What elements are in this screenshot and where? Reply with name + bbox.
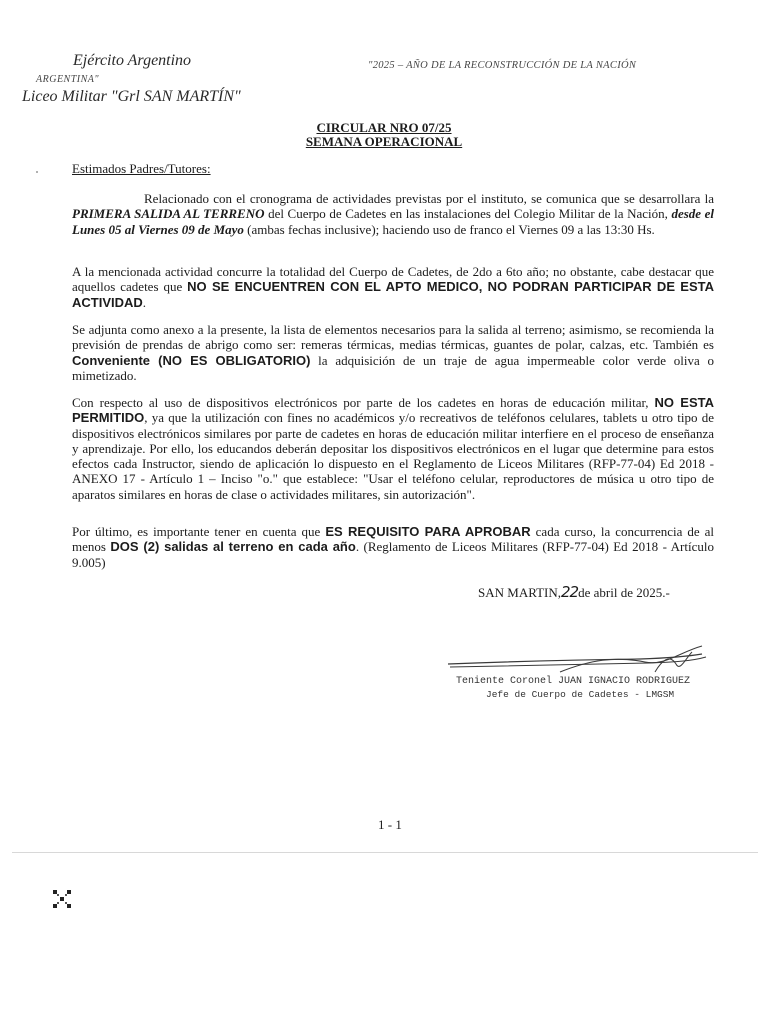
paragraph-text: . bbox=[142, 294, 147, 310]
emphasis-requirement: ES REQUISITO PARA APROBAR bbox=[325, 524, 531, 539]
paragraph-text: , ya que la utilización con fines no académicos y/o recreativos de teléfonos celulares, tablets u otro tipo de dispositivos electrónicos similares por parte de cadetes en horas de educación militar interfiere en el proceso de enseñanza y aprendizaje. Por ello, los educandos deberán depositar los dispositivos electrónicos en el lugar que determine para estos efectos cada Instructor, siendo de aplicación lo dispuesto en el Reglamento de Liceos Militares (RFP-77-04) Ed 2018 - ANEXO 17 - Artículo 1 – Inciso "o." que establece: "Usar el teléfono celular, reproductores de música u otro tipo de aparatos similares en horas de clase o actividades militares, sin autorización". bbox=[72, 410, 714, 502]
scan-registration-mark bbox=[52, 889, 72, 909]
emphasis-count: DOS (2) salidas al terreno en cada año bbox=[110, 539, 356, 555]
emphasis-medical: NO SE ENCUENTREN CON EL APTO MEDICO, NO PODRAN PARTICIPAR DE ESTA ACTIVIDAD bbox=[72, 279, 715, 310]
school-name: Liceo Militar "Grl SAN MARTÍN" bbox=[22, 88, 241, 105]
paragraph-text: . (Reglamento de Liceos Militares (RFP-77-04) Ed 2018 - Artículo 9.005) bbox=[72, 539, 714, 570]
paragraph-text: la adquisición de un traje de agua impermeable color verde oliva o mimetizado. bbox=[72, 352, 715, 383]
paragraph-participation bbox=[72, 264, 714, 310]
place: SAN MARTIN, bbox=[478, 585, 562, 600]
paragraph-requirement bbox=[72, 524, 714, 570]
country-label: ARGENTINA" bbox=[36, 74, 100, 85]
emphasis-dates: desde el Lunes 05 al Viernes 09 de Mayo bbox=[72, 206, 714, 237]
paragraph-text: cada curso, la concurrencia de al menos bbox=[72, 524, 715, 555]
paragraph-text: Con respecto al uso de dispositivos electrónicos por parte de los cadetes en horas de educación militar, bbox=[72, 395, 655, 410]
paragraph-text: Se adjunta como anexo a la presente, la lista de elementos necesarios para la salida al terreno; asimismo, se recomienda la previsión de prendas de abrigo como ser: remeras térmicas, medias térmicas, guantes de polar, calzas, etc. También es bbox=[72, 322, 714, 353]
circular-number: CIRCULAR NRO 07/25 bbox=[316, 120, 452, 135]
paragraph-text: Por último, es importante tener en cuenta que bbox=[72, 524, 326, 539]
page-divider bbox=[12, 852, 758, 853]
paragraph-text: (ambas fechas inclusive); haciendo uso de franco el Viernes 09 a las 13:30 Hs. bbox=[243, 221, 655, 237]
greeting: Estimados Padres/Tutores: bbox=[72, 161, 211, 176]
emphasis-optional: Conveniente (NO ES OBLIGATORIO) bbox=[72, 352, 311, 368]
signer-name: Teniente Coronel JUAN IGNACIO RODRIGUEZ bbox=[456, 676, 691, 687]
signer-role: Jefe de Cuerpo de Cadetes - LMGSM bbox=[486, 689, 675, 700]
emphasis-activity: PRIMERA SALIDA AL TERRENO bbox=[72, 206, 265, 222]
scan-speck bbox=[36, 171, 38, 173]
paragraph-clothing bbox=[72, 322, 714, 383]
emphasis-not-allowed: NO ESTA PERMITIDO bbox=[72, 395, 714, 426]
paragraph-text: del Cuerpo de Cadetes en las instalaciones del Colegio Militar de la Nación, bbox=[264, 206, 672, 222]
page-number: 1 - 1 bbox=[378, 817, 402, 832]
year-motto: "2025 – AÑO DE LA RECONSTRUCCIÓN DE LA NACIÓN bbox=[368, 60, 637, 71]
circular-subject: SEMANA OPERACIONAL bbox=[305, 134, 463, 149]
paragraph-text: A la mencionada actividad concurre la totalidad del Cuerpo de Cadetes, de 2do a 6to año; no obstante, cabe destacar que aquellos cadetes que bbox=[72, 264, 714, 295]
handwritten-day: 22 bbox=[561, 583, 579, 601]
place-date bbox=[478, 583, 670, 601]
paragraph-schedule bbox=[72, 191, 714, 237]
institution-name: Ejército Argentino bbox=[73, 52, 192, 69]
paragraph-devices bbox=[72, 395, 714, 502]
date-rest: de abril de 2025.- bbox=[578, 585, 670, 600]
paragraph-text: Relacionado con el cronograma de actividades previstas por el instituto, se comunica que se desarrollara la bbox=[144, 191, 714, 206]
